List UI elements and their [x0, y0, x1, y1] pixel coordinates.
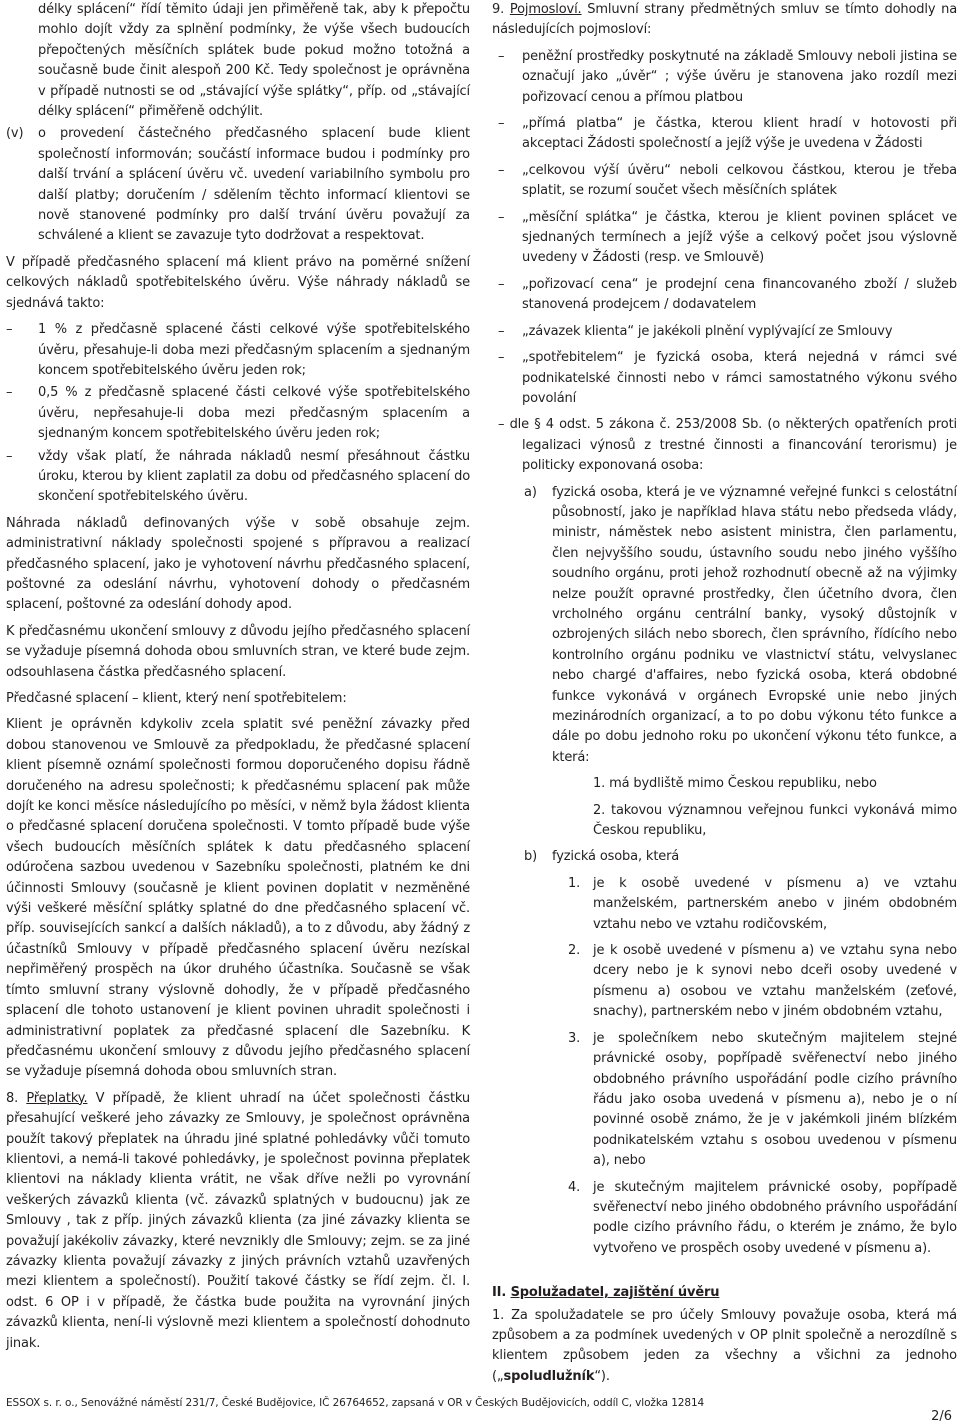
list-item-text: 0,5 % z předčasně splacené části celkové výše spotřebitelského úvěru, nepřesahuje-li doba mezi předčasným splacením a sjednaným koncem spotřebitelského úvěru jeden rok;: [38, 385, 470, 442]
term-text: „spotřebitelem“ je fyzická osoba, která nejedná v rámci své podnikatelské činnosti nebo v rámci samostatného výkonu svého povolání: [522, 350, 957, 406]
term-text: „pořizovací cena“ je prodejní cena financovaného zboží / služeb stanovená prodejcem / dodavatelem: [522, 276, 957, 313]
section-text: V případě, že klient uhradí na účet společnosti částku přesahující veškeré jeho závazky ze Smlouvy, je společnost oprávněna použít takový přeplatek na úhradu jiné splatné pohledávky vůči tomuto klientovi, a nemá-li takové pohledávky, je společnost povinna přeplatek klientovi na náklady klienta vrátit, ne však dříve nežli po vyrovnání veškerých závazků klienta (vč. závazků splatných v budoucnu) jak ze Smlouvy , tak z příp. jiných závazků klienta (za jiné závazky klienta se považují jakékoliv závazky, které nevznikly dle Smlouvy; zejm. se za jiné závazky klienta považují závazky z jiných právních vztahů uzavřených mezi klientem a společností). Použití takové částky se řídí zejm. čl. I. odst. 6 OP i v případě, že částka bude použita na vyrovnání jiných závazků klienta, není-li výslovně mezi klientem a společností dohodnuto jinak.: [6, 1090, 471, 1351]
paragraph-cost-compensation: Náhrada nákladů definovaných výše v sobě obsahuje zejm. administrativní náklady společnosti spojené s přípravou a realizací předčasného splacení, jako je vyhotovení návrhu předčasného splacení, poštovné za odeslání návrhu, vyhotovení dohody o předčasném splacení, poštovné za odeslání dohody apod.: [6, 515, 470, 613]
section-title: Spolužadatel, zajištění úvěru: [510, 1285, 720, 1301]
sub-item-number: 2.: [568, 943, 581, 959]
letter-item-b: [492, 847, 957, 867]
section-intro: Smluvní strany předmětných smluv se tímto dohodly na následujících pojmosloví:: [492, 2, 958, 38]
section-number: 9.: [492, 2, 505, 17]
term-text: „celkovou výší úvěru“ neboli celkovou částkou, kterou je třeba splatit, se rozumí součet všech měsíčních splátek: [522, 162, 957, 199]
term-item: [492, 322, 957, 342]
term-item: [492, 208, 957, 269]
sub-item-text: je k osobě uvedené v písmenu a) ve vztahu manželském, partnerském anebo v jiném obdobném vztahu nebo ve vztahu rodičovském,: [593, 875, 957, 932]
left-column: [6, 0, 470, 1354]
term-item: [492, 275, 957, 316]
paragraph-cost-intro: V případě předčasného splacení má klient právo na poměrné snížení celkových nákladů spotřebitelského úvěru. Výše náhrady nákladů se sjednává takto:: [6, 254, 470, 311]
defined-term: spoludlužník: [503, 1368, 595, 1384]
letter-item-a: [492, 483, 957, 769]
footer-company-info: ESSOX s. r. o., Senovážné náměstí 231/7, České Budějovice, IČ 26764652, zapsaná v OR v Českých Budějovicích, oddíl C, vložka 12814: [6, 1397, 705, 1409]
dash-marker: –: [498, 209, 505, 225]
dash-marker: –: [498, 162, 505, 178]
letter-item-text: fyzická osoba, která: [552, 849, 680, 865]
sub-item: [492, 1178, 957, 1260]
section-title: Přeplatky.: [26, 1090, 88, 1106]
dash-marker: –: [6, 385, 13, 401]
sub-item-text: je skutečným majitelem právnické osoby, popřípadě svěřenectví nebo jiného obdobného právního uspořádání podle cizího právního řádu, o kterém je známo, že bylo vytvořeno ve prospěch osoby uvedené v písmenu a).: [593, 1179, 957, 1256]
list-item: [6, 447, 470, 508]
sub-item-number: 1.: [568, 875, 581, 891]
term-text: „měsíční splátka“ je částka, kterou je klient povinen splácet ve sjednaných termínech a jejíž výše a celkový počet jsou výslovně uvedeny v Žádosti (resp. ve Smlouvě): [522, 209, 957, 266]
section-number: 8.: [6, 1090, 19, 1106]
paragraph-text: 1. Za spolužadatele se pro účely Smlouvy považuje osoba, která má způsobem a za podmínek uvedených v OP plnit společně a nerozdílně s klientem způsobem jeden za všechny a všichni za jednoho („: [492, 1307, 957, 1384]
section-9: [492, 0, 957, 41]
dash-marker: –: [498, 48, 505, 64]
dash-marker: –: [498, 350, 505, 366]
term-item: [492, 348, 957, 409]
sub-item-number: 3.: [568, 1030, 581, 1046]
term-item: [492, 47, 957, 108]
list-item-v: [6, 124, 470, 246]
list-item-text: 1 % z předčasně splacené části celkové výše spotřebitelského úvěru, přesahuje-li doba mezi předčasným splacením a sjednaným koncem spotřebitelského úvěru jeden rok;: [38, 322, 470, 378]
list-marker: (v): [6, 126, 24, 142]
sub-item-text: je k osobě uvedené v písmenu a) ve vztahu syna nebo dcery nebo je k synovi nebo dceři osoby uvedené v písmenu a) osobou ve vztahu manželském (zeťové, snachy), partnerském nebo v jiném obdobném vztahu,: [593, 943, 957, 1020]
page-number: 2/6: [931, 1409, 952, 1424]
list-item-text: vždy však platí, že náhrada nákladů nesmí přesáhnout částku úroku, kterou by klient zaplatil za dobu od předčasného splacení do skončení spotřebitelského úvěru.: [38, 448, 470, 505]
dash-marker: –: [498, 116, 505, 132]
section-number: II.: [492, 1285, 507, 1301]
term-item-law: – dle § 4 odst. 5 zákona č. 253/2008 Sb. (o některých opatřeních proti legalizaci výnosů z trestné činnosti a financování terorismu) je politicky exponovaná osoba:: [498, 417, 957, 474]
term-item: [492, 114, 957, 155]
dash-marker: –: [6, 448, 13, 464]
section-8: [6, 1089, 470, 1354]
paragraph-text-end: “).: [594, 1368, 610, 1384]
paragraph-non-consumer: Klient je oprávněn kdykoliv zcela splatit své peněžní závazky před dobou stanovenou ve Smlouvě za předpokladu, že předčasné splacení klient písemně oznámí společnosti formou doporučeného dopisu řádně doručeného na adresu společnosti; k předčasnému splacení pak může dojít ke konci měsíce následujícího po měsíci, v němž byla žádost klienta o předčasné splacení doručena společnosti. V tomto případě bude výše všech budoucích měsíčních splátek k datu předčasného splacení odúročena sazbou uvedenou v Sazebníku společnosti, platném ke dni účinnosti Smlouvy (současně je klient povinen doplatit v nezměněné výši veškeré měsíční splátky splatné do dne předčasného splacení vč. příp. souvisejících sankcí a dalších nákladů), a to z důvodu, aby žádný z účastníků Smlouvy v případě předčasného splacení úvěru nezískal nepřiměřený prospěch na úkor druhého účastníka. Současně se však tímto smluvní strany výslovně dohodly, že v případě předčasného splacení dle tohoto ustanovení je klient povinen uhradit společnosti i administrativní poplatek za předčasné splacení dle Sazebníku. K předčasnému ukončení smlouvy z důvodu jejího předčasného splacení se vyžaduje písemná dohoda obou smluvních stran.: [6, 717, 470, 1080]
list-item-text: o provedení částečného předčasného splacení bude klient společností informován; součástí informace budou i podmínky pro další trvání a splácení úvěru vč. uvedení variabilního symbolu pro další platby; doručením / sdělením těchto informací klientovi se nově stanovené podmínky pro další trvání úvěru považují za schválené a klient se zavazuje tyto dodržovat a respektovat.: [38, 126, 470, 244]
sub-item-number: 4.: [568, 1179, 581, 1195]
right-column: [492, 0, 957, 1387]
dash-marker: –: [498, 323, 505, 339]
section-II-paragraph: [492, 1306, 957, 1388]
paragraph-non-consumer-heading: Předčasné splacení – klient, který není spotřebitelem:: [6, 691, 347, 706]
letter-marker: b): [524, 849, 538, 865]
sub-item: [492, 874, 957, 935]
section-title: Pojmosloví.: [509, 2, 582, 17]
letter-item-text: fyzická osoba, která je ve významné veřejné funkci s celostátní působností, jako je například hlava státu nebo předseda vlády, ministr, náměstek nebo asistent ministra, člen parlamentu, člen nejvyššího soudu, ústavního soudu nebo jiného vyššího soudního orgánu, proti jehož rozhodnutí obecně až na výjimky nelze použít opravné prostředky, člen účetního dvora, člen vrcholného orgánu centrální banky, vysoký důstojník v ozbrojených silách nebo sborech, člen správního, řídícího nebo kontrolního orgánu podniku ve vlastnictví státu, velvyslanec nebo chargé d'affaires, nebo fyzická osoba, která obdobné funkce vykonává v orgánech Evropské unie nebo jiných mezinárodních organizací, a to po dobu výkonu této funkce a dále po dobu jednoho roku po ukončení výkonu této funkce, a která:: [552, 484, 957, 765]
dash-marker: –: [6, 322, 13, 338]
sub-item: [492, 941, 957, 1023]
dash-marker: –: [498, 276, 505, 292]
term-text: „přímá platba“ je částka, kterou klient hradí v hotovosti při akceptaci Žádosti společností a jejíž výše je uvedena v Žádosti: [522, 116, 957, 152]
term-item: [492, 161, 957, 202]
list-item: [6, 383, 470, 444]
sub-item: [492, 1029, 957, 1172]
sub-item-text: je společníkem nebo skutečným majitelem stejné právnické osoby, popřípadě svěřenectví nebo jiného obdobného právního uspořádání podle cizího právního řádu jako osoba uvedená v písmenu a), nebo je o ní povinné osobě známo, že je v jakémkoli jiném blízkém podnikatelském vztahu s osobou uvedenou v písmenu a), nebo: [593, 1030, 957, 1169]
sub-item: 1. má bydliště mimo Českou republiku, nebo: [593, 776, 877, 792]
term-text: „závazek klienta“ je jakékoli plnění vyplývající ze Smlouvy: [522, 323, 893, 339]
section-II-heading: [492, 1283, 957, 1303]
paragraph-continuation: délky splácení“ řídí těmito údaji jen přiměřeně tak, aby k přepočtu mohlo dojít vždy za splnění podmínky, že výše všech budoucích přepočtených měsíčních splátek bude pokud možno totožná a současně bude činit alespoň 200 Kč. Tedy společnost je oprávněna v případě nutnosti se od „stávající výše splátky“, příp. od „stávající délky splácení“ přiměřeně odchýlit.: [38, 2, 470, 120]
letter-marker: a): [524, 484, 537, 500]
term-text: peněžní prostředky poskytnuté na základě Smlouvy neboli jistina se označují jako „úvěr“ ; výše úvěru je stanovena jako rozdíl mezi pořizovací cenou a přímou platbou: [522, 48, 957, 105]
list-item: [6, 320, 470, 381]
sub-item: 2. takovou významnou veřejnou funkci vykonává mimo Českou republiku,: [593, 802, 957, 839]
paragraph-termination: K předčasnému ukončení smlouvy z důvodu jejího předčasného splacení se vyžaduje písemná dohoda obou smluvních stran, ve které bude zejm. odsouhlasena částka předčasného splacení.: [6, 623, 470, 680]
